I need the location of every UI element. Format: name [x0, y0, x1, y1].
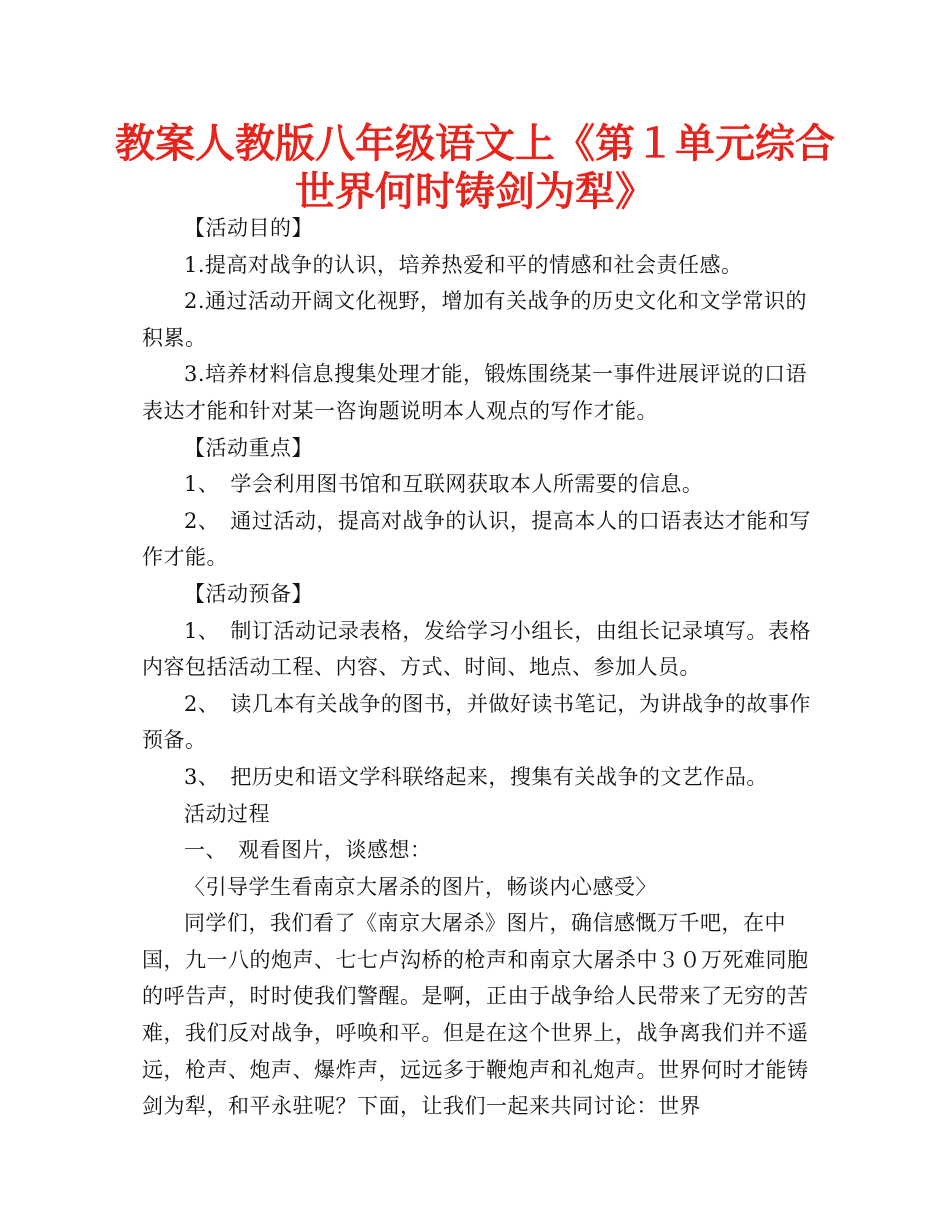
section-heading-objectives: 【活动目的】	[184, 216, 313, 240]
paragraph-objective-1: 1.提高对战争的认识，培养热爱和平的情感和社会责任感。	[184, 252, 743, 277]
paragraph-preparation-3: 3、 把历史和语文学科联络起来，搜集有关战争的文艺作品。	[184, 764, 768, 789]
paragraph-preparation-1: 1、 制订活动记录表格，发给学习小组长，由组长记录填写。表格内容包括活动工程、内容、方式、时间、地点、参加人员。	[142, 618, 811, 680]
section-heading-process: 活动过程	[184, 801, 270, 826]
section-heading-key-points: 【活动重点】	[184, 435, 313, 460]
paragraph-objective-3: 3.培养材料信息搜集处理才能，锻炼围绕某一事件进展评说的口语表达才能和针对某一咨询题说明本人观点的写作才能。	[142, 362, 808, 423]
paragraph-objective-2: 2.通过活动开阔文化视野，增加有关战争的历史文化和文学常识的积累。	[142, 289, 808, 350]
section-heading-preparation: 【活动预备】	[184, 581, 313, 606]
paragraph-step-1-note: 〈引导学生看南京大屠杀的图片，畅谈内心感受〉	[184, 874, 657, 899]
paragraph-key-point-1: 1、 学会利用图书馆和互联网获取本人所需要的信息。	[184, 472, 704, 497]
paragraph-key-point-2: 2、 通过活动，提高对战争的认识，提高本人的口语表达才能和写作才能。	[142, 508, 811, 570]
document-title-line-2: 世界何时铸剑为犁》	[295, 169, 655, 215]
paragraph-step-1: 一、 观看图片，谈感想：	[184, 838, 432, 863]
paragraph-step-1-speech: 同学们，我们看了《南京大屠杀》图片，确信感慨万千吧，在中国，九一八的炮声、七七卢沟桥的枪声和南京大屠杀中３０万死难同胞的呼告声，时时使我们警醒。是啊，正由于战争给人民带来了无穷的苦难，我们反对战争，呼唤和平。但是在这个世界上，战争离我们并不遥远，枪声、炮声、爆炸声，远远多于鞭炮声和礼炮声。世界何时才能铸剑为犁，和平永驻呢？下面，让我们一起来共同讨论：世界	[142, 911, 809, 1119]
document-body	[142, 210, 814, 1125]
document-title-line-1: 教案人教版八年级语文上《第１单元综合	[115, 121, 835, 167]
paragraph-preparation-2: 2、 读几本有关战争的图书，并做好读书笔记，为讲战争的故事作预备。	[142, 691, 811, 753]
